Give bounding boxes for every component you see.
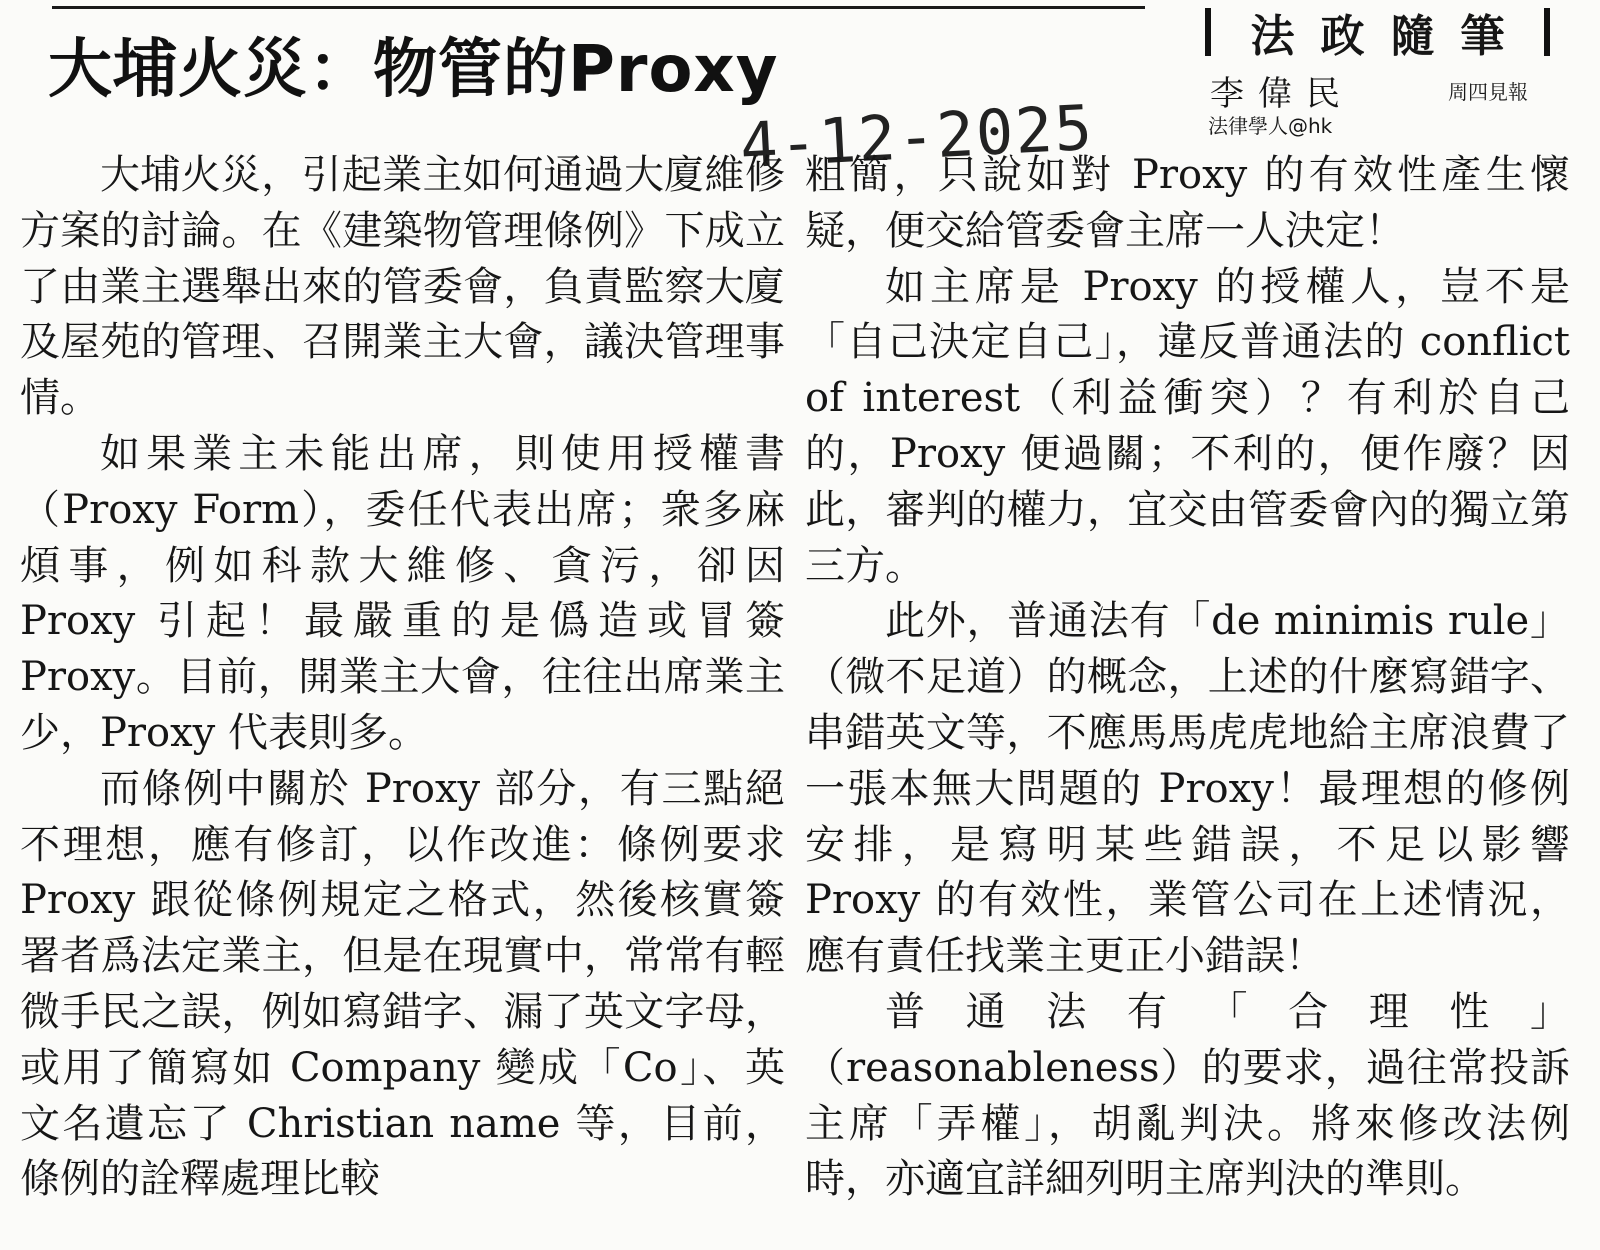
- article-paragraph: 大埔火災，引起業主如何通過大廈維修方案的討論。在《建築物管理條例》下成立了由業主選舉出來的管委會，負責監察大廈及屋苑的管理、召開業主大會，議決管理事情。: [20, 152, 785, 422]
- top-rule: [52, 6, 1145, 9]
- article-paragraph: 普通法有「合理性」（reasonableness）的要求，過往常投訴主席「弄權」，胡亂判決。將來修改法例時，亦適宜詳細列明主席判決的準則。: [805, 988, 1570, 1203]
- column-name: 法政隨筆: [1250, 11, 1531, 62]
- column-tag-right-bar: [1544, 8, 1550, 56]
- article-paragraph: 如主席是 Proxy 的授權人，豈不是「自己決定自己」，違反普通法的 conflict of interest（利益衝突）？有利於自己的，Proxy 便過關；不利的，便作廢？因此，審判的權力，宜交由管委會內的獨立第三方。: [805, 263, 1570, 589]
- article-paragraph: 如果業主未能出席，則使用授權書（Proxy Form），委任代表出席；衆多麻煩事，例如科款大維修、貪污，卻因 Proxy 引起！最嚴重的是僞造或冒簽 Proxy。目前，開業主大會，往往出席業主少，Proxy 代表則多。: [20, 430, 785, 756]
- handwritten-date: 4-12-2025: [738, 90, 1096, 183]
- publication-frequency: 周四見報: [1448, 80, 1528, 104]
- headline: 大埔火災：物管的Proxy: [48, 33, 779, 107]
- author-credential: 法律學人@hk: [1208, 114, 1333, 138]
- article-paragraph-continued: 粗簡，只說如對 Proxy 的有效性產生懷疑，便交給管委會主席一人決定！: [805, 152, 1570, 254]
- article-paragraph: 而條例中關於 Proxy 部分，有三點絕不理想，應有修訂，以作改進：條例要求 Proxy 跟從條例規定之格式，然後核實簽署者爲法定業主，但是在現實中，常常有輕微手民之誤，例如寫錯字、漏了英文字母，或用了簡寫如 Company 變成「Co」、英文名遺忘了 Christian name 等，目前，條例的詮釋處理比較: [20, 765, 785, 1203]
- article-column-right: [805, 148, 1570, 1208]
- article-paragraph: 此外，普通法有「de minimis rule」（微不足道）的概念，上述的什麼寫錯字、串錯英文等，不應馬馬虎虎地給主席浪費了一張本無大問題的 Proxy！最理想的修例安排，是寫明某些錯誤，不足以影響 Proxy 的有效性，業管公司在上述情況，應有責任找業主更正小錯誤！: [805, 598, 1570, 980]
- author-name: 李偉民: [1210, 74, 1354, 114]
- column-tag: [1205, 6, 1550, 62]
- column-tag-left-bar: [1205, 8, 1211, 56]
- article-column-left: [20, 148, 785, 1208]
